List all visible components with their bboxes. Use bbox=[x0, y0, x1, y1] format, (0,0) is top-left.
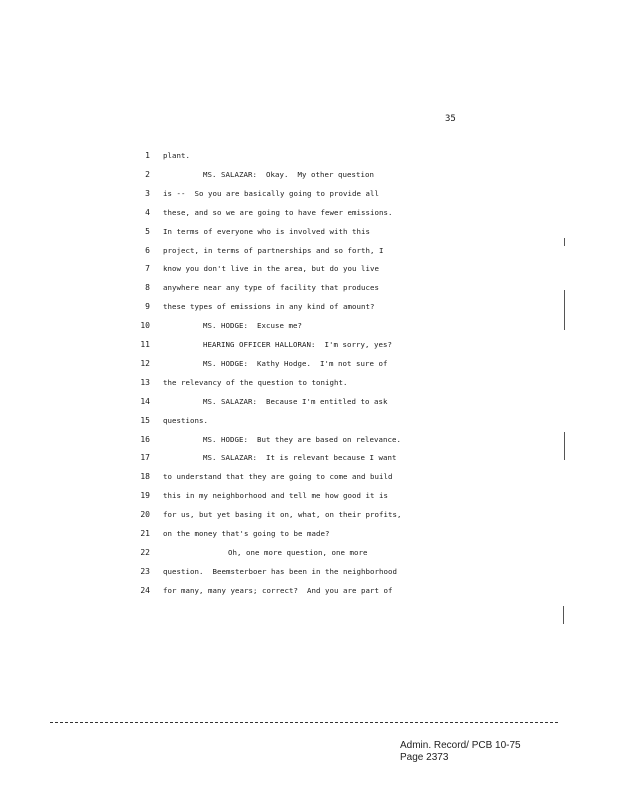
line-number: 10 bbox=[140, 321, 150, 331]
line-number: 13 bbox=[140, 377, 150, 387]
transcript-line bbox=[0, 167, 618, 183]
line-text: questions. bbox=[163, 415, 208, 425]
line-text: is -- So you are basically going to provide all bbox=[163, 188, 379, 198]
line-text: MS. HODGE: Excuse me? bbox=[203, 321, 302, 331]
transcript-line bbox=[0, 148, 618, 164]
line-number: 11 bbox=[140, 340, 150, 349]
transcript-line bbox=[0, 432, 618, 448]
transcript-line bbox=[0, 280, 618, 296]
line-text: on the money that's going to be made? bbox=[163, 529, 330, 538]
scan-artifact bbox=[564, 238, 565, 246]
line-number: 24 bbox=[140, 585, 150, 595]
line-text: MS. SALAZAR: Because I'm entitled to ask bbox=[203, 396, 388, 406]
line-text: MS. HODGE: But they are based on relevance. bbox=[203, 434, 401, 444]
line-number: 8 bbox=[145, 283, 150, 293]
transcript-line bbox=[0, 337, 618, 353]
line-number: 6 bbox=[145, 245, 150, 255]
line-number: 19 bbox=[140, 491, 150, 501]
line-text: HEARING OFFICER HALLORAN: I'm sorry, yes? bbox=[203, 340, 392, 349]
transcript-line bbox=[0, 450, 618, 466]
line-number: 23 bbox=[140, 566, 150, 576]
line-text: the relevancy of the question to tonight. bbox=[163, 377, 348, 387]
line-text: project, in terms of partnerships and so forth, I bbox=[163, 245, 384, 255]
line-number: 12 bbox=[140, 358, 150, 368]
line-number: 1 bbox=[145, 151, 150, 160]
transcript-line bbox=[0, 356, 618, 372]
line-number: 4 bbox=[145, 207, 150, 217]
line-number: 9 bbox=[145, 302, 150, 312]
transcript-line bbox=[0, 507, 618, 523]
transcript-line bbox=[0, 224, 618, 240]
line-text: know you don't live in the area, but do you live bbox=[163, 264, 379, 274]
line-number: 14 bbox=[140, 396, 150, 406]
scan-artifact bbox=[564, 432, 565, 460]
line-text: for us, but yet basing it on, what, on their profits, bbox=[163, 510, 402, 520]
line-text: MS. SALAZAR: Okay. My other question bbox=[203, 169, 374, 179]
transcript-line bbox=[0, 488, 618, 504]
transcript-line bbox=[0, 205, 618, 221]
transcript-line bbox=[0, 375, 618, 391]
line-number: 22 bbox=[140, 547, 150, 557]
line-text: MS. SALAZAR: It is relevant because I want bbox=[203, 453, 397, 463]
footer-rule bbox=[50, 722, 558, 723]
line-number: 15 bbox=[140, 415, 150, 425]
line-number: 7 bbox=[145, 264, 150, 274]
scan-artifact bbox=[563, 606, 564, 624]
line-text: to understand that they are going to come and build bbox=[163, 472, 393, 482]
line-text: Oh, one more question, one more bbox=[228, 547, 368, 557]
scan-artifact bbox=[564, 290, 565, 330]
line-text: for many, many years; correct? And you are part of bbox=[163, 585, 393, 595]
line-text: In terms of everyone who is involved with this bbox=[163, 226, 370, 236]
line-number: 20 bbox=[140, 510, 150, 520]
line-text: question. Beemsterboer has been in the neighborhood bbox=[163, 566, 397, 576]
line-number: 3 bbox=[145, 188, 150, 198]
line-number: 5 bbox=[145, 226, 150, 236]
transcript-line bbox=[0, 545, 618, 561]
line-number: 17 bbox=[140, 453, 150, 463]
transcript-line bbox=[0, 583, 618, 599]
line-number: 21 bbox=[140, 529, 150, 538]
transcript-line bbox=[0, 413, 618, 429]
transcript-line bbox=[0, 243, 618, 259]
transcript-line bbox=[0, 186, 618, 202]
page-number: 35 bbox=[445, 114, 456, 124]
transcript-line bbox=[0, 261, 618, 277]
line-text: MS. HODGE: Kathy Hodge. I'm not sure of bbox=[203, 358, 388, 368]
transcript-line bbox=[0, 564, 618, 580]
line-number: 16 bbox=[140, 434, 150, 444]
line-text: these, and so we are going to have fewer emissions. bbox=[163, 207, 393, 217]
transcript-line bbox=[0, 469, 618, 485]
line-text: anywhere near any type of facility that produces bbox=[163, 283, 379, 293]
line-number: 2 bbox=[145, 169, 150, 179]
line-text: this in my neighborhood and tell me how good it is bbox=[163, 491, 388, 501]
page-label: Page 2373 bbox=[400, 752, 449, 763]
admin-record-label: Admin. Record/ PCB 10-75 bbox=[400, 740, 521, 751]
transcript-line bbox=[0, 394, 618, 410]
line-text: these types of emissions in any kind of amount? bbox=[163, 302, 375, 312]
line-number: 18 bbox=[140, 472, 150, 482]
transcript-line bbox=[0, 318, 618, 334]
transcript-line bbox=[0, 526, 618, 542]
admin-record-stamp bbox=[400, 740, 521, 764]
line-text: plant. bbox=[163, 151, 190, 160]
transcript-line bbox=[0, 299, 618, 315]
